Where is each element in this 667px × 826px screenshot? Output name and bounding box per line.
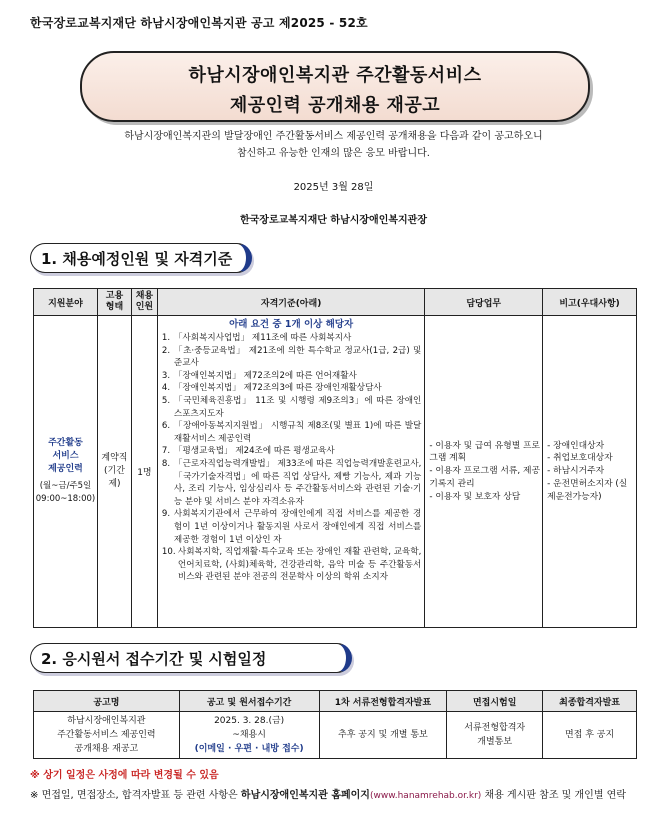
period-until: ~채용시 [232, 730, 266, 740]
section-1-heading: 1. 채용예정인원 및 자격기준 [30, 243, 252, 273]
list-item: 5. 「국민체육진흥법」 11조 및 시행령 제9조의3」에 따른 장애인 스포츠지도자 [161, 395, 422, 419]
intro-text [0, 128, 667, 162]
headcount: 1명 [131, 316, 157, 628]
qualifications-header: 아래 요건 중 1개 이상 해당자 [229, 319, 354, 330]
schedule-table [33, 690, 637, 759]
homepage-url[interactable]: (www.hanamrehab.or.kr) [369, 791, 482, 801]
period-cell [179, 712, 319, 759]
issuer: 한국장로교복지재단 하남시장애인복지관장 [239, 215, 428, 226]
header-notice-name: 공고명 [34, 691, 180, 712]
period-date: 2025. 3. 28.(금) [214, 716, 285, 726]
section-2-heading: 2. 응시원서 접수기간 및 시험일정 [30, 643, 352, 673]
list-item: 9. 사회복지기관에서 근무하여 장애인에게 직접 서비스를 제공한 경험이 1년 이상이거나 활동지원 사로서 장애인에게 직접 서비스를 제공한 경험이 1년 이상인 자 [161, 509, 422, 545]
list-item: 8. 「근로자직업능력개발법」 제33조에 따른 직업능력개발훈련교사, 「국가기술자격법」에 따른 직업 상담사, 제빵 기능사, 제과 기능사, 조리 기능사, 임상심리사 등 주간활동서비스와 관련된 기술·기능 분야 및 서비스 분야 자격소유자 [161, 458, 422, 507]
title-line-1: 하남시장애인복지관 주간활동서비스 [188, 65, 482, 86]
table-header-row [34, 289, 637, 316]
notes [30, 768, 640, 804]
intro-line-2: 참신하고 유능한 인재의 많은 응모 바랍니다. [237, 148, 430, 159]
list-item: - 하남시거주자 [547, 466, 605, 477]
note-schedule-change: ※ 상기 일정은 사정에 따라 변경될 수 있음 [30, 770, 219, 781]
preferences-list [543, 440, 636, 504]
preferences-cell [543, 316, 637, 628]
list-item: 6. 「장애아동복지지원법」 시행규칙 제8조(및 별표 1)에 따른 발달재활서비스 제공인력 [161, 421, 422, 444]
doc-result: 추후 공지 및 개별 통보 [319, 712, 447, 759]
field-cell [34, 316, 98, 628]
header-preferences: 비고(우대사항) [543, 289, 637, 316]
header-qualifications: 자격기준(아래) [157, 289, 424, 316]
interview: 서류전형합격자 개별통보 [447, 712, 543, 759]
document-number: 한국장로교복지재단 하남시장애인복지관 공고 제2025 - 52호 [30, 16, 368, 30]
duties-cell [425, 316, 543, 628]
list-item: - 취업보호대상자 [547, 453, 613, 464]
qualifications-cell [157, 316, 424, 628]
header-final: 최종합격자발표 [543, 691, 637, 712]
list-item: 10. 사회복지학, 직업재활·특수교육 또는 장애인 재활 관련학, 교육학, 언어치료학, (사회)체육학, 건강관리학, 음악 미술 등 주간활동서비스와 관련된 분야 전공의 전문학사 이상의 학위 소지자 [161, 547, 422, 583]
list-item: 7. 「평생교육법」 제24조에 따른 평생교육사 [161, 446, 335, 457]
notice-name: 하남시장애인복지관 주간활동서비스 제공인력 공개채용 재공고 [34, 712, 180, 759]
table-row [34, 316, 637, 628]
list-item: - 이용자 프로그램 서류, 제공기록지 관리 [429, 466, 540, 489]
header-employment: 고용 형태 [97, 289, 131, 316]
title-banner [80, 51, 590, 122]
list-item: - 이용자 및 급여 유형별 프로그램 계획 [429, 440, 540, 464]
list-item: - 운전면허소지자 (실제운전가능자) [547, 478, 628, 502]
header-headcount: 채용 인원 [131, 289, 157, 316]
final-result: 면접 후 공지 [543, 712, 637, 759]
recruitment-table [33, 288, 637, 628]
header-duties: 담당업무 [425, 289, 543, 316]
qualifications-list [158, 332, 424, 584]
list-item: 1. 「사회복지사업법」 제11조에 따른 사회복지사 [161, 333, 352, 343]
header-doc-result: 1차 서류전형합격자발표 [319, 691, 447, 712]
header-interview: 면접시험일 [447, 691, 543, 712]
list-item: - 장애인대상자 [547, 440, 605, 451]
list-item: 4. 「장애인복지법」 제72조의3에 따른 장애인재활상담사 [161, 383, 382, 394]
employment-type: 계약직 (기간제) [97, 316, 131, 628]
title-line-2: 제공인력 공개채용 재공고 [229, 95, 441, 116]
list-item: 3. 「장애인복지법」 제72조의2에 따른 언어재활사 [161, 370, 357, 381]
period-method: (이메일 · 우편 · 내방 접수) [194, 744, 304, 754]
table-header-row [34, 691, 637, 712]
table-row [34, 712, 637, 759]
header-field: 지원분야 [34, 289, 98, 316]
list-item: 2. 「초·중등교육법」 제21조에 의한 특수학교 정교사(1급, 2급) 및 준교사 [161, 345, 422, 369]
header-period: 공고 및 원서접수기간 [179, 691, 319, 712]
duties-list [425, 440, 542, 504]
field-hours: (월~금/주5일 09:00~18:00) [35, 481, 96, 504]
note-contact: ※ 면접일, 면접장소, 합격자발표 등 관련 사항은 하남시장애인복지관 홈페이지(www.hanamrehab.or.kr) 채용 게시판 참조 및 개인별 연락 [30, 790, 626, 801]
field-name: 주간활동 서비스 제공인력 [48, 438, 83, 474]
announcement-date: 2025년 3월 28일 [293, 182, 374, 193]
list-item: - 이용자 및 보호자 상담 [429, 491, 521, 502]
homepage-name: 하남시장애인복지관 홈페이지 [240, 790, 370, 801]
intro-line-1: 하남시장애인복지관의 발달장애인 주간활동서비스 제공인력 공개채용을 다음과 같이 공고하오니 [124, 131, 543, 142]
